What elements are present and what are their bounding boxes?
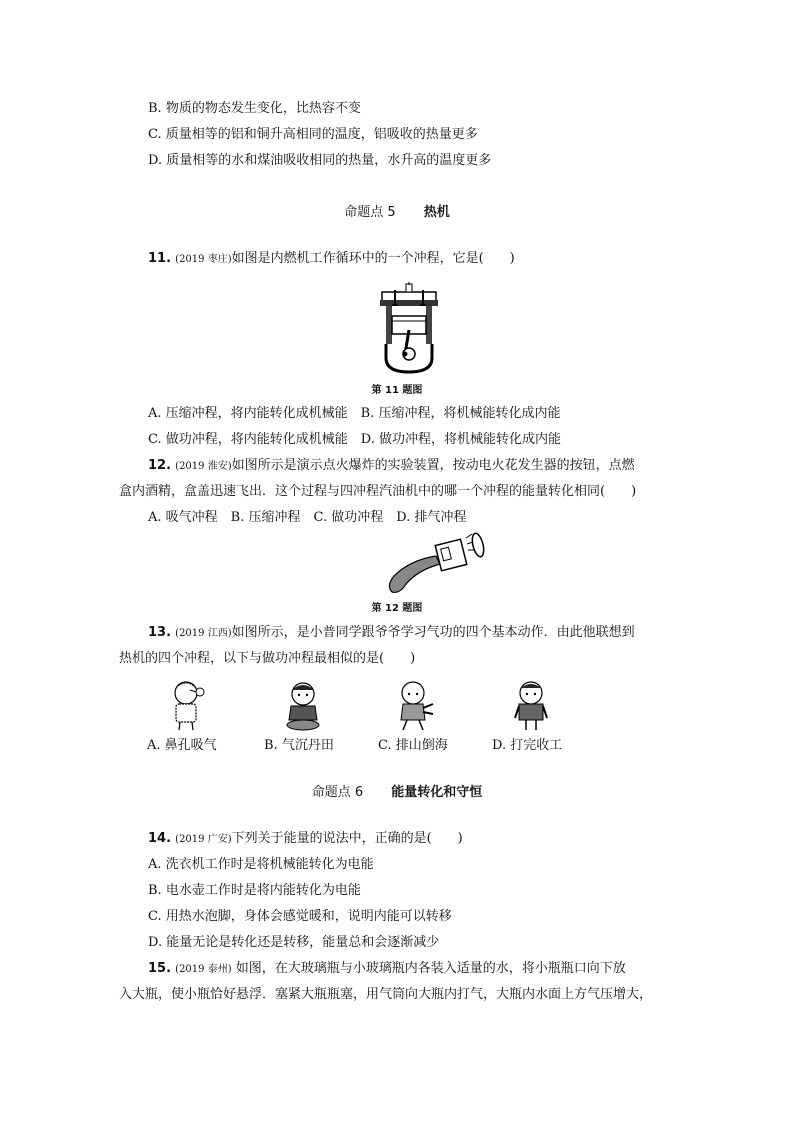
spark-ignition-apparatus-figure — [382, 530, 494, 596]
question-14-option-a: A. 洗衣机工作时是将机械能转化为电能 — [148, 857, 374, 872]
section-number: 命题点 6 — [311, 785, 364, 800]
question-13-option-b: B. 气沉丹田 — [264, 738, 334, 753]
question-14-option-b: B. 电水壶工作时是将内能转化为电能 — [148, 883, 361, 898]
question-source: (2019 淮安) — [175, 461, 232, 472]
engine-cylinder-figure — [378, 282, 440, 374]
question-number: 15. — [148, 961, 172, 976]
question-12-options: A. 吸气冲程 B. 压缩冲程 C. 做功冲程 D. 排气冲程 — [148, 510, 467, 525]
section-title: 能量转化和守恒 — [391, 785, 483, 800]
option-d: D. 质量相等的水和煤油吸收相同的热量，水升高的温度更多 — [148, 153, 492, 168]
question-13-stem-2: 热机的四个冲程，以下与做功冲程最相似的是( ) — [119, 651, 416, 666]
question-13-option-c: C. 排山倒海 — [378, 738, 448, 753]
option-b: B. 物质的物态发生变化，比热容不变 — [148, 101, 361, 116]
question-source: (2019 泰州) — [175, 964, 232, 975]
question-11-options-ab: A. 压缩冲程，将内能转化成机械能 B. 压缩冲程，将机械能转化成内能 — [148, 406, 561, 421]
section-number: 命题点 5 — [344, 205, 396, 220]
question-14-option-d: D. 能量无论是转化还是转移，能量总和会逐渐减少 — [148, 935, 440, 950]
section-heading-6 — [0, 781, 794, 800]
question-12-stem-2: 盒内酒精，盒盖迅速飞出．这个过程与四冲程汽油机中的哪一个冲程的能量转化相同( ) — [119, 484, 637, 499]
question-source: (2019 枣庄) — [175, 254, 232, 265]
question-12-stem-1 — [148, 456, 635, 477]
question-14-stem — [148, 829, 463, 850]
option-c: C. 质量相等的铝和铜升高相同的温度，铝吸收的热量更多 — [148, 127, 478, 142]
section-heading-5 — [0, 201, 794, 220]
qigong-figure-b — [281, 680, 325, 732]
question-number: 12. — [148, 458, 172, 473]
question-text: 如图是内燃机工作循环中的一个冲程，它是( ) — [231, 251, 515, 266]
question-source: (2019 广安) — [175, 834, 232, 845]
figure-12-caption: 第 12 题图 — [371, 603, 423, 614]
qigong-figure-a — [166, 680, 210, 732]
question-15-stem-1 — [148, 959, 626, 980]
question-13-option-d: D. 打完收工 — [492, 738, 563, 753]
question-text: 如图，在大玻璃瓶与小玻璃瓶内各装入适量的水，将小瓶瓶口向下放 — [231, 961, 626, 976]
question-11-stem — [148, 249, 515, 270]
question-13-stem-1 — [148, 623, 635, 644]
qigong-figure-d — [509, 680, 553, 732]
qigong-figure-c — [393, 680, 437, 732]
question-11-options-cd: C. 做功冲程，将内能转化成机械能 D. 做功冲程，将机械能转化成内能 — [148, 432, 561, 447]
question-number: 11. — [148, 251, 172, 266]
question-number: 13. — [148, 625, 172, 640]
question-text: 下列关于能量的说法中，正确的是( ) — [231, 831, 463, 846]
question-text: 如图所示是演示点火爆炸的实验装置，按动电火花发生器的按钮，点燃 — [231, 458, 635, 473]
question-source: (2019 江西) — [175, 628, 232, 639]
question-14-option-c: C. 用热水泡脚，身体会感觉暖和，说明内能可以转移 — [148, 909, 452, 924]
question-13-option-a: A. 鼻孔吸气 — [147, 738, 217, 753]
figure-11-caption: 第 11 题图 — [371, 385, 423, 396]
question-15-stem-2: 入大瓶，使小瓶恰好悬浮．塞紧大瓶瓶塞，用气筒向大瓶内打气，大瓶内水面上方气压增大， — [119, 987, 653, 1002]
question-text: 如图所示，是小普同学跟爷爷学习气功的四个基本动作．由此他联想到 — [231, 625, 635, 640]
question-number: 14. — [148, 831, 172, 846]
section-title: 热机 — [423, 205, 450, 220]
